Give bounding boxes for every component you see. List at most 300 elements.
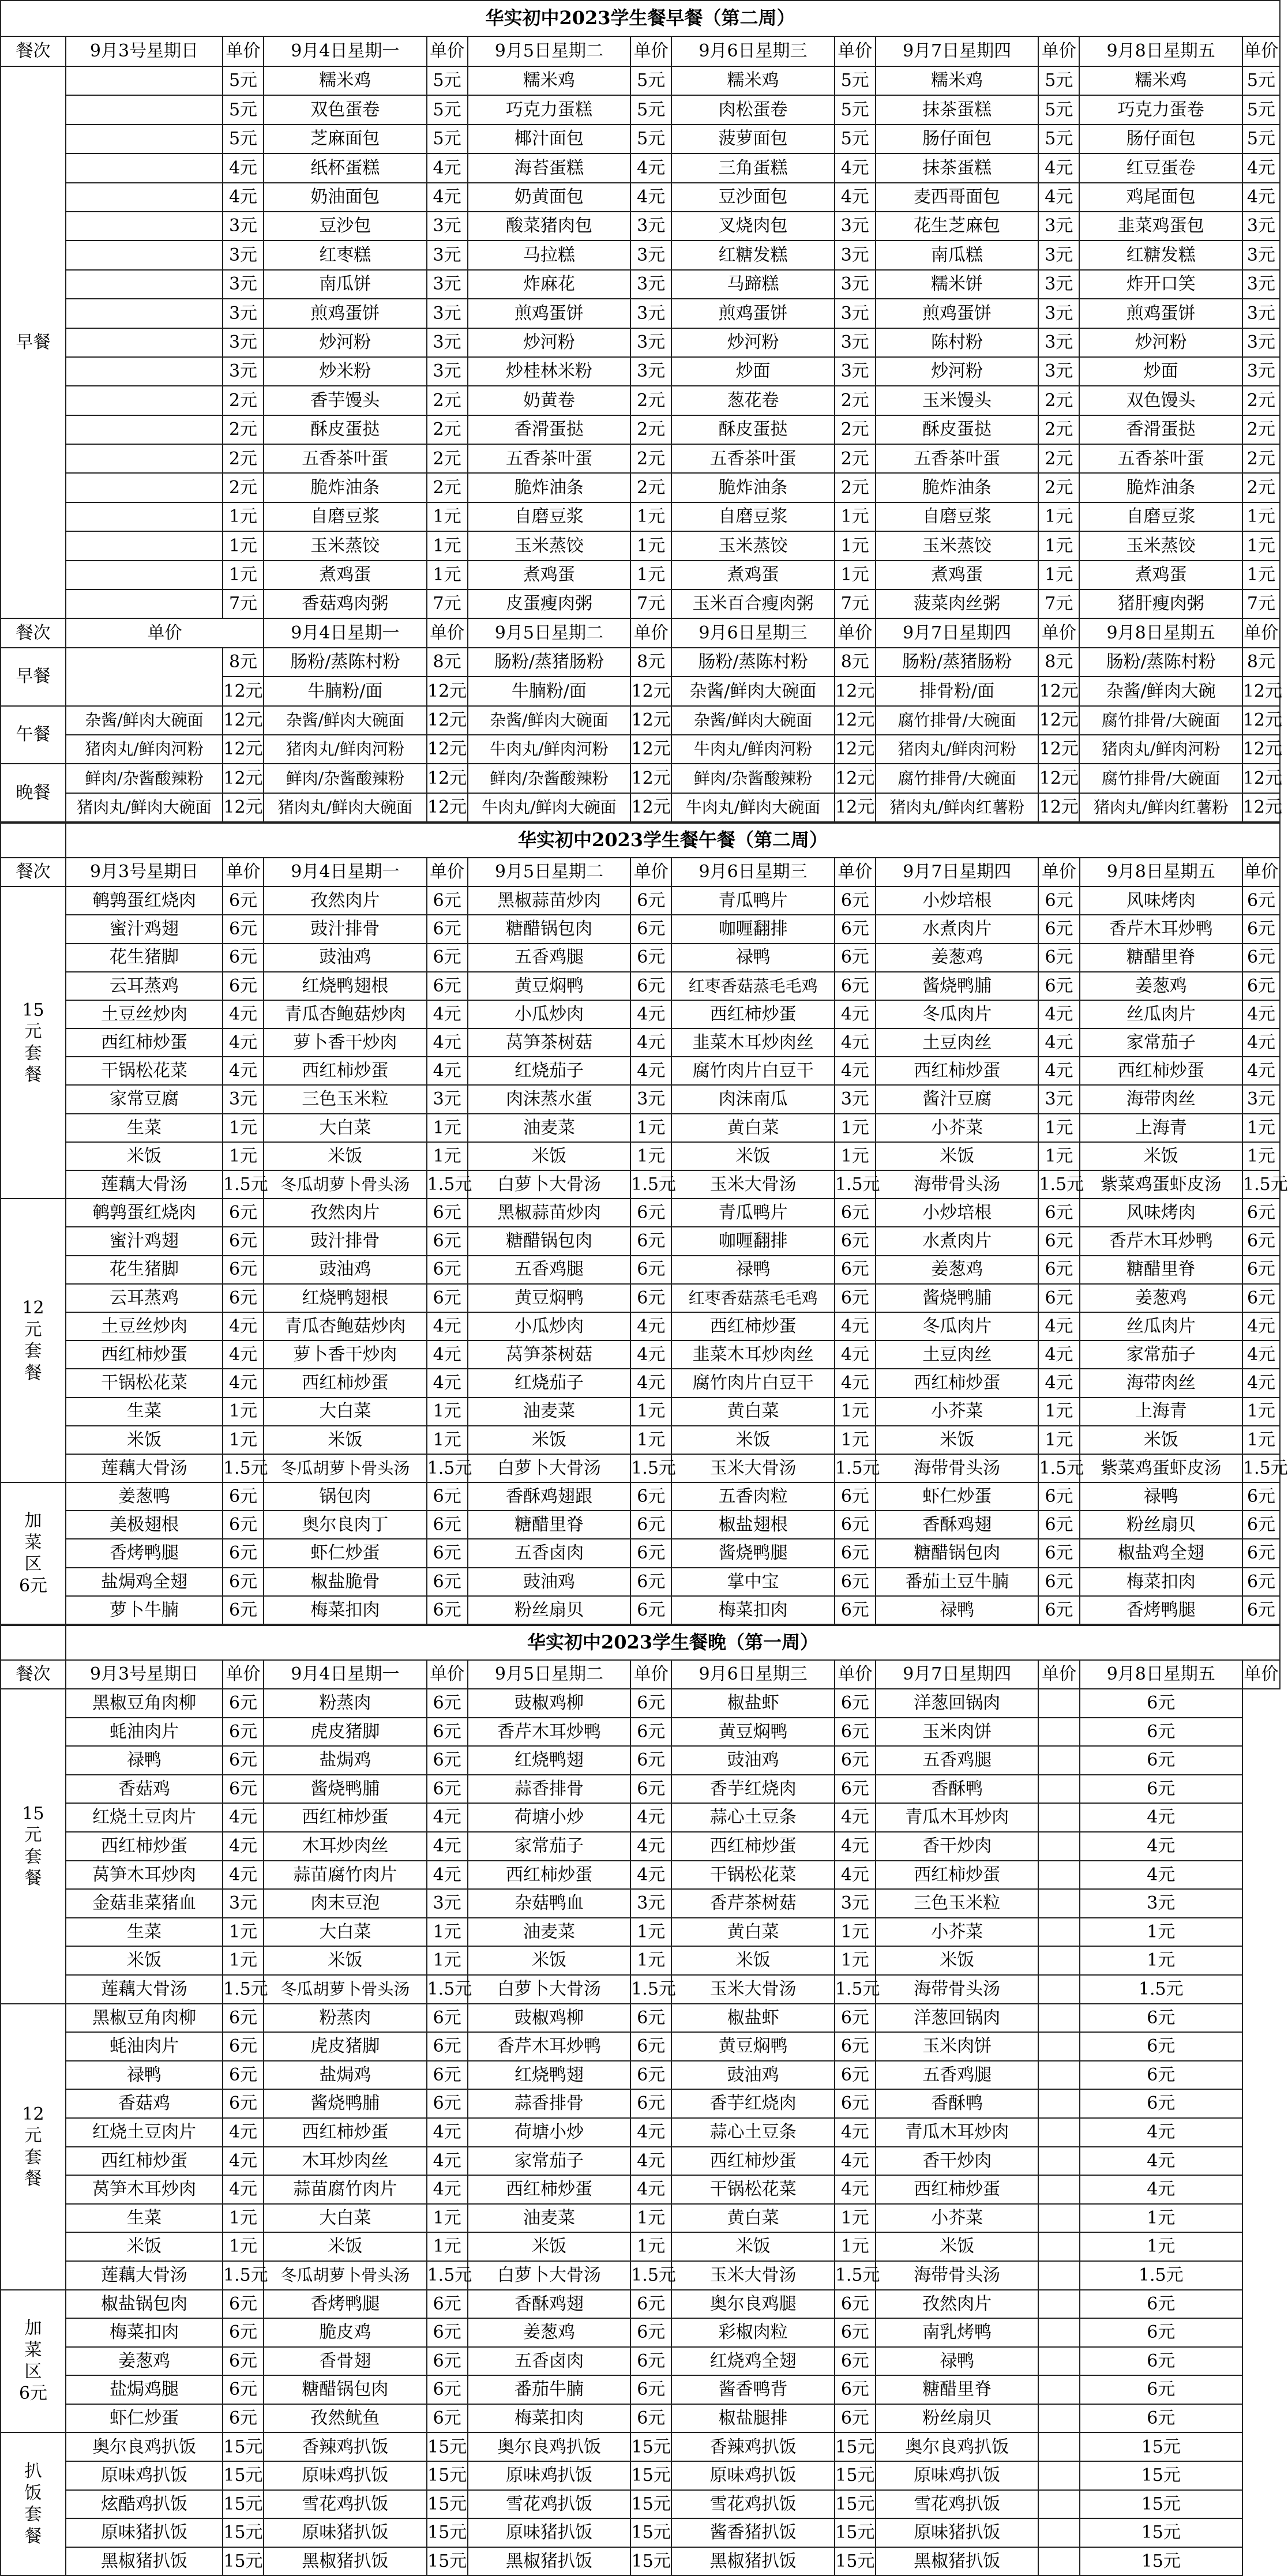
menu-cell: 虾仁炒蛋 bbox=[876, 1482, 1038, 1511]
menu-cell: 自磨豆浆 bbox=[468, 502, 630, 531]
menu-cell: 1元 bbox=[835, 1946, 876, 1975]
menu-cell: 2元 bbox=[1242, 444, 1280, 473]
menu-cell: 煮鸡蛋 bbox=[671, 561, 834, 589]
menu-cell: 豉椒鸡柳 bbox=[468, 2004, 630, 2033]
menu-cell: 酱汁豆腐 bbox=[876, 1085, 1038, 1113]
menu-cell: 煮鸡蛋 bbox=[1079, 561, 1242, 589]
menu-cell: 3元 bbox=[1038, 1085, 1079, 1113]
menu-cell: 姜葱鸡 bbox=[876, 944, 1038, 972]
menu-cell: 1元 bbox=[427, 1114, 468, 1142]
menu-cell: 香芹茶树菇 bbox=[671, 1889, 834, 1918]
menu-cell: 生菜 bbox=[66, 1918, 223, 1947]
menu-cell: 豉油鸡 bbox=[671, 1746, 834, 1775]
menu-cell: 1元 bbox=[1080, 1946, 1242, 1975]
menu-cell: 1元 bbox=[1080, 2232, 1242, 2261]
menu-cell: 抹茶蛋糕 bbox=[876, 153, 1038, 182]
menu-cell: 1元 bbox=[835, 531, 876, 560]
menu-cell: 6元 bbox=[223, 1482, 264, 1511]
menu-cell bbox=[1038, 2318, 1079, 2347]
menu-cell: 巧克力蛋糕 bbox=[468, 95, 630, 124]
menu-cell: 冬瓜胡萝卜骨头汤 bbox=[264, 2261, 426, 2290]
menu-cell: 4元 bbox=[1242, 1057, 1280, 1085]
menu-cell: 1元 bbox=[835, 561, 876, 589]
menu-cell: 6元 bbox=[835, 2032, 876, 2061]
menu-cell: 6元 bbox=[630, 2318, 671, 2347]
menu-cell: 15元 bbox=[1080, 2490, 1242, 2519]
menu-cell: 1元 bbox=[427, 1426, 468, 1454]
menu-cell bbox=[1038, 2061, 1079, 2090]
menu-cell: 15元 bbox=[835, 2490, 876, 2519]
menu-cell: 3元 bbox=[427, 328, 468, 357]
menu-cell: 米饭 bbox=[1080, 1142, 1242, 1170]
menu-cell: 1元 bbox=[630, 502, 671, 531]
menu-cell: 腐竹肉片白豆干 bbox=[671, 1057, 834, 1085]
menu-cell: 6元 bbox=[427, 2004, 468, 2033]
table-row bbox=[1, 1596, 1280, 1624]
menu-cell: 椒盐鸡全翅 bbox=[1080, 1539, 1242, 1567]
menu-cell: 芝麻面包 bbox=[264, 125, 426, 153]
menu-cell: 1元 bbox=[223, 502, 264, 531]
menu-cell: 香酥鸡翅跟 bbox=[468, 1482, 630, 1511]
column-header: 单价 bbox=[1038, 1660, 1079, 1689]
menu-cell: 6元 bbox=[223, 1596, 264, 1624]
menu-cell: 上海青 bbox=[1080, 1398, 1242, 1426]
menu-cell: 6元 bbox=[1080, 1718, 1242, 1747]
column-header: 单价 bbox=[1038, 36, 1079, 66]
menu-cell: 6元 bbox=[427, 887, 468, 915]
menu-cell: 3元 bbox=[630, 1889, 671, 1918]
menu-cell: 6元 bbox=[835, 1596, 876, 1624]
menu-cell: 糖醋里脊 bbox=[468, 1511, 630, 1539]
menu-cell: 1.5元 bbox=[1080, 2261, 1242, 2290]
menu-cell: 4元 bbox=[427, 1000, 468, 1028]
menu-cell: 5元 bbox=[835, 125, 876, 153]
menu-cell: 2元 bbox=[630, 415, 671, 444]
menu-cell: 青瓜木耳炒肉 bbox=[876, 2118, 1038, 2147]
menu-cell bbox=[1038, 1918, 1079, 1947]
menu-cell: 麦西哥面包 bbox=[876, 183, 1038, 212]
table-row bbox=[1, 2461, 1280, 2490]
menu-cell: 原味鸡扒饭 bbox=[876, 2461, 1038, 2490]
column-header: 单价 bbox=[630, 618, 671, 647]
column-header: 9月6日星期三 bbox=[671, 618, 834, 647]
menu-cell: 4元 bbox=[427, 1369, 468, 1397]
menu-cell bbox=[66, 241, 223, 269]
menu-cell bbox=[66, 531, 223, 560]
menu-cell: 米饭 bbox=[671, 1946, 834, 1975]
menu-cell: 番茄土豆牛腩 bbox=[876, 1568, 1038, 1596]
menu-cell: 米饭 bbox=[468, 2232, 630, 2261]
menu-cell: 煮鸡蛋 bbox=[468, 561, 630, 589]
menu-cell: 2元 bbox=[223, 386, 264, 415]
menu-cell: 咖喱翻排 bbox=[671, 915, 834, 943]
menu-cell: 蚝油肉片 bbox=[66, 2032, 223, 2061]
menu-cell: 土豆肉丝 bbox=[876, 1028, 1038, 1057]
column-header: 9月3号星期日 bbox=[66, 36, 223, 66]
menu-cell: 豉油鸡 bbox=[671, 2061, 834, 2090]
menu-cell: 香芹木耳炒鸭 bbox=[1080, 915, 1242, 943]
menu-cell: 五香肉粒 bbox=[671, 1482, 834, 1511]
meal-label: 晚餐 bbox=[1, 764, 66, 822]
menu-cell: 粉丝扇贝 bbox=[468, 1596, 630, 1624]
menu-cell: 豆沙面包 bbox=[671, 183, 834, 212]
menu-cell: 5元 bbox=[427, 66, 468, 95]
menu-cell bbox=[1038, 2404, 1079, 2433]
menu-cell: 2元 bbox=[427, 473, 468, 502]
menu-cell: 15元 bbox=[1080, 2432, 1242, 2461]
menu-cell: 椒盐腿排 bbox=[671, 2404, 834, 2433]
meal-label: 15 元 套 餐 bbox=[1, 887, 66, 1199]
column-header: 9月4日星期一 bbox=[264, 618, 426, 647]
column-header: 单价 bbox=[1038, 858, 1079, 887]
table-row bbox=[1, 2032, 1280, 2061]
menu-cell: 米饭 bbox=[264, 1426, 426, 1454]
menu-cell: 豉油鸡 bbox=[468, 1568, 630, 1596]
menu-cell: 6元 bbox=[427, 2347, 468, 2376]
table-row bbox=[1, 648, 1280, 677]
menu-cell: 陈村粉 bbox=[876, 328, 1038, 357]
menu-cell: 1.5元 bbox=[630, 1975, 671, 2004]
menu-cell: 6元 bbox=[223, 1689, 264, 1718]
table-row bbox=[1, 125, 1280, 153]
menu-cell: 1.5元 bbox=[223, 2261, 264, 2290]
menu-cell: 自磨豆浆 bbox=[876, 502, 1038, 531]
menu-cell: 15元 bbox=[427, 2432, 468, 2461]
menu-cell: 4元 bbox=[630, 1000, 671, 1028]
menu-cell: 雪花鸡扒饭 bbox=[264, 2490, 426, 2519]
menu-cell: 6元 bbox=[630, 915, 671, 943]
menu-cell: 6元 bbox=[630, 972, 671, 1000]
menu-cell: 6元 bbox=[630, 1596, 671, 1624]
menu-cell: 6元 bbox=[835, 2004, 876, 2033]
table-row bbox=[1, 444, 1280, 473]
menu-cell: 4元 bbox=[835, 1312, 876, 1340]
table-row bbox=[1, 1256, 1280, 1284]
menu-cell: 6元 bbox=[630, 2089, 671, 2118]
menu-cell: 大白菜 bbox=[264, 1114, 426, 1142]
menu-cell: 煮鸡蛋 bbox=[264, 561, 426, 589]
table-row bbox=[1, 1142, 1280, 1170]
menu-cell: 2元 bbox=[1242, 415, 1280, 444]
menu-cell: 酱烧鸭脯 bbox=[876, 972, 1038, 1000]
menu-cell: 莲藕大骨汤 bbox=[66, 2261, 223, 2290]
menu-cell: 家常豆腐 bbox=[66, 1085, 223, 1113]
menu-cell: 花生猪脚 bbox=[66, 944, 223, 972]
menu-cell: 4元 bbox=[427, 1312, 468, 1340]
menu-cell: 1元 bbox=[630, 531, 671, 560]
menu-cell: 原味猪扒饭 bbox=[66, 2518, 223, 2547]
column-header: 9月4日星期一 bbox=[264, 858, 426, 887]
menu-cell: 4元 bbox=[427, 1861, 468, 1890]
menu-cell: 12元 bbox=[1242, 793, 1280, 822]
menu-cell: 粉蒸肉 bbox=[264, 1689, 426, 1718]
menu-cell: 锅包肉 bbox=[264, 1482, 426, 1511]
menu-cell: 6元 bbox=[630, 2404, 671, 2433]
column-header: 单价 bbox=[630, 36, 671, 66]
menu-cell: 6元 bbox=[630, 2347, 671, 2376]
menu-cell: 6元 bbox=[1038, 887, 1079, 915]
menu-cell: 15元 bbox=[223, 2461, 264, 2490]
menu-cell: 6元 bbox=[223, 1718, 264, 1747]
menu-cell: 12元 bbox=[427, 706, 468, 735]
menu-cell: 紫菜鸡蛋虾皮汤 bbox=[1080, 1454, 1242, 1482]
menu-cell: 西红柿炒蛋 bbox=[876, 1861, 1038, 1890]
menu-cell bbox=[1038, 2518, 1079, 2547]
menu-cell: 肉末豆泡 bbox=[264, 1889, 426, 1918]
menu-cell: 4元 bbox=[1038, 183, 1079, 212]
menu-cell: 1元 bbox=[223, 561, 264, 589]
menu-cell: 3元 bbox=[1242, 357, 1280, 386]
menu-cell: 丝瓜肉片 bbox=[1080, 1000, 1242, 1028]
menu-cell: 1元 bbox=[1038, 561, 1079, 589]
menu-cell: 水煮肉片 bbox=[876, 915, 1038, 943]
menu-cell: 红烧鸭翅根 bbox=[264, 1284, 426, 1312]
menu-cell: 15元 bbox=[835, 2461, 876, 2490]
menu-cell: 海带骨头汤 bbox=[876, 2261, 1038, 2290]
menu-cell: 4元 bbox=[630, 1369, 671, 1397]
menu-cell: 1.5元 bbox=[427, 1975, 468, 2004]
menu-cell: 煎鸡蛋饼 bbox=[1079, 299, 1242, 328]
menu-cell: 梅菜扣肉 bbox=[468, 2404, 630, 2433]
menu-cell: 蜜汁鸡翅 bbox=[66, 1227, 223, 1255]
menu-cell: 6元 bbox=[1080, 1689, 1242, 1718]
menu-cell: 1元 bbox=[223, 1398, 264, 1426]
menu-cell: 腐竹排骨/大碗面 bbox=[1079, 764, 1242, 793]
table-row bbox=[1, 2147, 1280, 2176]
menu-cell bbox=[66, 212, 223, 241]
menu-cell: 6元 bbox=[835, 1775, 876, 1804]
menu-cell: 红烧鸭翅 bbox=[468, 1746, 630, 1775]
menu-cell: 4元 bbox=[223, 153, 264, 182]
menu-cell: 炒米粉 bbox=[264, 357, 426, 386]
menu-cell: 6元 bbox=[835, 2375, 876, 2404]
menu-cell bbox=[1038, 2490, 1079, 2519]
menu-cell bbox=[1038, 2032, 1079, 2061]
menu-cell: 蚝油肉片 bbox=[66, 1718, 223, 1747]
menu-cell: 2元 bbox=[835, 473, 876, 502]
menu-cell: 海带肉丝 bbox=[1080, 1085, 1242, 1113]
menu-cell: 3元 bbox=[630, 270, 671, 299]
menu-cell: 牛肉丸/鲜肉河粉 bbox=[671, 735, 834, 764]
menu-cell: 生菜 bbox=[66, 2204, 223, 2233]
menu-cell: 4元 bbox=[1080, 1861, 1242, 1890]
menu-cell: 美极翅根 bbox=[66, 1511, 223, 1539]
menu-cell: 8元 bbox=[835, 648, 876, 677]
menu-cell: 5元 bbox=[1242, 66, 1280, 95]
meal-label: 12 元 套 餐 bbox=[1, 2004, 66, 2290]
column-header: 单价 bbox=[1242, 858, 1280, 887]
menu-cell: 6元 bbox=[835, 2061, 876, 2090]
menu-cell: 2元 bbox=[1038, 444, 1079, 473]
menu-cell: 6元 bbox=[1080, 2290, 1242, 2319]
menu-cell: 15元 bbox=[427, 2461, 468, 2490]
column-header: 9月5日星期二 bbox=[468, 858, 630, 887]
menu-cell: 玉米大骨汤 bbox=[671, 1975, 834, 2004]
menu-cell: 4元 bbox=[1080, 1803, 1242, 1832]
menu-cell: 米饭 bbox=[66, 1946, 223, 1975]
menu-cell: 1.5元 bbox=[427, 2261, 468, 2290]
menu-cell: 南乳烤鸭 bbox=[876, 2318, 1038, 2347]
menu-cell: 米饭 bbox=[671, 1426, 834, 1454]
menu-cell: 香酥鸭 bbox=[876, 2089, 1038, 2118]
menu-cell: 1元 bbox=[1038, 531, 1079, 560]
menu-cell: 糯米鸡 bbox=[1079, 66, 1242, 95]
menu-cell: 云耳蒸鸡 bbox=[66, 1284, 223, 1312]
menu-cell: 炒河粉 bbox=[468, 328, 630, 357]
menu-cell: 香芹木耳炒鸭 bbox=[1080, 1227, 1242, 1255]
menu-cell: 黄豆焖鸭 bbox=[671, 1718, 834, 1747]
menu-cell: 6元 bbox=[427, 944, 468, 972]
menu-cell: 6元 bbox=[835, 1689, 876, 1718]
table-row bbox=[1, 1861, 1280, 1890]
menu-cell: 6元 bbox=[1242, 944, 1280, 972]
menu-cell: 4元 bbox=[1038, 1369, 1079, 1397]
table-row bbox=[1, 887, 1280, 915]
menu-cell: 生菜 bbox=[66, 1114, 223, 1142]
menu-cell: 6元 bbox=[1242, 1482, 1280, 1511]
menu-cell: 2元 bbox=[835, 386, 876, 415]
menu-cell: 西红柿炒蛋 bbox=[876, 2175, 1038, 2204]
menu-cell: 韭菜木耳炒肉丝 bbox=[671, 1340, 834, 1369]
column-header: 单价 bbox=[427, 618, 468, 647]
menu-cell: 西红柿炒蛋 bbox=[264, 1057, 426, 1085]
menu-cell: 肠仔面包 bbox=[876, 125, 1038, 153]
menu-cell: 6元 bbox=[427, 1775, 468, 1804]
menu-cell: 豉椒鸡柳 bbox=[468, 1689, 630, 1718]
menu-cell: 红烧鸭翅 bbox=[468, 2061, 630, 2090]
menu-cell: 1元 bbox=[1242, 1142, 1280, 1170]
menu-cell: 6元 bbox=[630, 1511, 671, 1539]
menu-cell: 米饭 bbox=[876, 1946, 1038, 1975]
menu-cell: 1元 bbox=[427, 502, 468, 531]
menu-cell: 1元 bbox=[1080, 1918, 1242, 1947]
menu-cell: 香菇鸡 bbox=[66, 1775, 223, 1804]
menu-cell: 粉丝扇贝 bbox=[1080, 1511, 1242, 1539]
menu-cell: 叉烧肉包 bbox=[671, 212, 834, 241]
menu-cell: 炒河粉 bbox=[876, 357, 1038, 386]
menu-cell: 巧克力蛋卷 bbox=[1079, 95, 1242, 124]
menu-cell: 西红柿炒蛋 bbox=[264, 2118, 426, 2147]
menu-cell: 鲜肉/杂酱酸辣粉 bbox=[671, 764, 834, 793]
menu-cell: 15元 bbox=[223, 2518, 264, 2547]
table-row bbox=[1, 1482, 1280, 1511]
menu-cell: 6元 bbox=[1038, 1284, 1079, 1312]
menu-cell: 1元 bbox=[223, 1918, 264, 1947]
menu-cell: 6元 bbox=[835, 2347, 876, 2376]
menu-cell: 糖醋里脊 bbox=[876, 2375, 1038, 2404]
menu-cell: 6元 bbox=[223, 2061, 264, 2090]
menu-cell: 肠粉/蒸陈村粉 bbox=[671, 648, 834, 677]
menu-cell: 6元 bbox=[630, 2061, 671, 2090]
menu-cell: 6元 bbox=[223, 2290, 264, 2319]
menu-cell: 西红柿炒蛋 bbox=[876, 1369, 1038, 1397]
column-header: 单价 bbox=[630, 1660, 671, 1689]
menu-cell: 1元 bbox=[1038, 502, 1079, 531]
menu-cell: 杂酱/鲜肉大碗面 bbox=[468, 706, 630, 735]
menu-cell: 3元 bbox=[835, 212, 876, 241]
menu-cell: 香滑蛋挞 bbox=[1079, 415, 1242, 444]
menu-cell: 1.5元 bbox=[835, 1170, 876, 1199]
menu-cell: 糖醋锅包肉 bbox=[876, 1539, 1038, 1567]
menu-cell: 6元 bbox=[630, 2290, 671, 2319]
menu-cell: 禄鸭 bbox=[876, 1596, 1038, 1624]
menu-cell: 西红柿炒蛋 bbox=[671, 2147, 834, 2176]
table-row bbox=[1, 153, 1280, 182]
menu-cell: 6元 bbox=[1080, 2032, 1242, 2061]
menu-cell: 6元 bbox=[630, 1482, 671, 1511]
menu-cell: 4元 bbox=[1242, 183, 1280, 212]
menu-cell: 4元 bbox=[223, 1832, 264, 1861]
table-row bbox=[1, 2290, 1280, 2319]
menu-cell: 6元 bbox=[630, 887, 671, 915]
menu-cell: 4元 bbox=[835, 1057, 876, 1085]
menu-cell: 肉松蛋卷 bbox=[671, 95, 834, 124]
menu-cell: 2元 bbox=[223, 444, 264, 473]
menu-cell bbox=[1038, 1889, 1079, 1918]
menu-cell: 禄鸭 bbox=[671, 944, 834, 972]
menu-cell: 脆炸油条 bbox=[671, 473, 834, 502]
menu-cell: 8元 bbox=[223, 648, 264, 677]
menu-cell: 7元 bbox=[427, 589, 468, 618]
menu-cell: 4元 bbox=[427, 2118, 468, 2147]
menu-cell: 2元 bbox=[427, 415, 468, 444]
menu-cell: 黄豆焖鸭 bbox=[468, 972, 630, 1000]
column-header: 9月4日星期一 bbox=[264, 36, 426, 66]
menu-cell: 杂酱/鲜肉大碗面 bbox=[66, 706, 223, 735]
menu-cell: 奥尔良鸡扒饭 bbox=[468, 2432, 630, 2461]
menu-cell: 6元 bbox=[427, 1511, 468, 1539]
menu-cell: 1元 bbox=[427, 2204, 468, 2233]
menu-cell: 15元 bbox=[223, 2490, 264, 2519]
table-row bbox=[1, 66, 1280, 95]
table-row bbox=[1, 1340, 1280, 1369]
menu-cell: 豉油鸡 bbox=[264, 1256, 426, 1284]
menu-cell: 4元 bbox=[1038, 1340, 1079, 1369]
menu-cell: 红烧土豆肉片 bbox=[66, 2118, 223, 2147]
menu-cell: 炸麻花 bbox=[468, 270, 630, 299]
menu-cell: 6元 bbox=[427, 1256, 468, 1284]
menu-cell: 酸菜猪肉包 bbox=[468, 212, 630, 241]
menu-cell: 紫菜鸡蛋虾皮汤 bbox=[1080, 1170, 1242, 1199]
column-header: 单价 bbox=[835, 858, 876, 887]
menu-cell: 牛肉丸/鲜肉大碗面 bbox=[671, 793, 834, 822]
menu-cell: 玉米蒸饺 bbox=[671, 531, 834, 560]
menu-cell: 6元 bbox=[1080, 2375, 1242, 2404]
menu-cell: 酥皮蛋挞 bbox=[876, 415, 1038, 444]
menu-cell: 6元 bbox=[223, 2032, 264, 2061]
menu-cell: 6元 bbox=[630, 2004, 671, 2033]
menu-cell: 15元 bbox=[223, 2432, 264, 2461]
menu-cell: 香干炒肉 bbox=[876, 2147, 1038, 2176]
menu-cell bbox=[1038, 1861, 1079, 1890]
menu-cell bbox=[1038, 1803, 1079, 1832]
menu-cell: 掌中宝 bbox=[671, 1568, 834, 1596]
table-row bbox=[1, 299, 1280, 328]
menu-cell: 五香茶叶蛋 bbox=[264, 444, 426, 473]
menu-cell: 6元 bbox=[1038, 1256, 1079, 1284]
menu-cell: 6元 bbox=[630, 1689, 671, 1718]
menu-cell: 禄鸭 bbox=[66, 2061, 223, 2090]
menu-cell: 1元 bbox=[630, 1426, 671, 1454]
column-header: 单价 bbox=[1038, 618, 1079, 647]
table-row bbox=[1, 270, 1280, 299]
menu-cell: 米饭 bbox=[1080, 1426, 1242, 1454]
menu-cell: 3元 bbox=[223, 328, 264, 357]
menu-cell bbox=[1038, 2175, 1079, 2204]
menu-cell: 米饭 bbox=[876, 2232, 1038, 2261]
column-header: 9月3号星期日 bbox=[66, 1660, 223, 1689]
table-row bbox=[1, 1114, 1280, 1142]
